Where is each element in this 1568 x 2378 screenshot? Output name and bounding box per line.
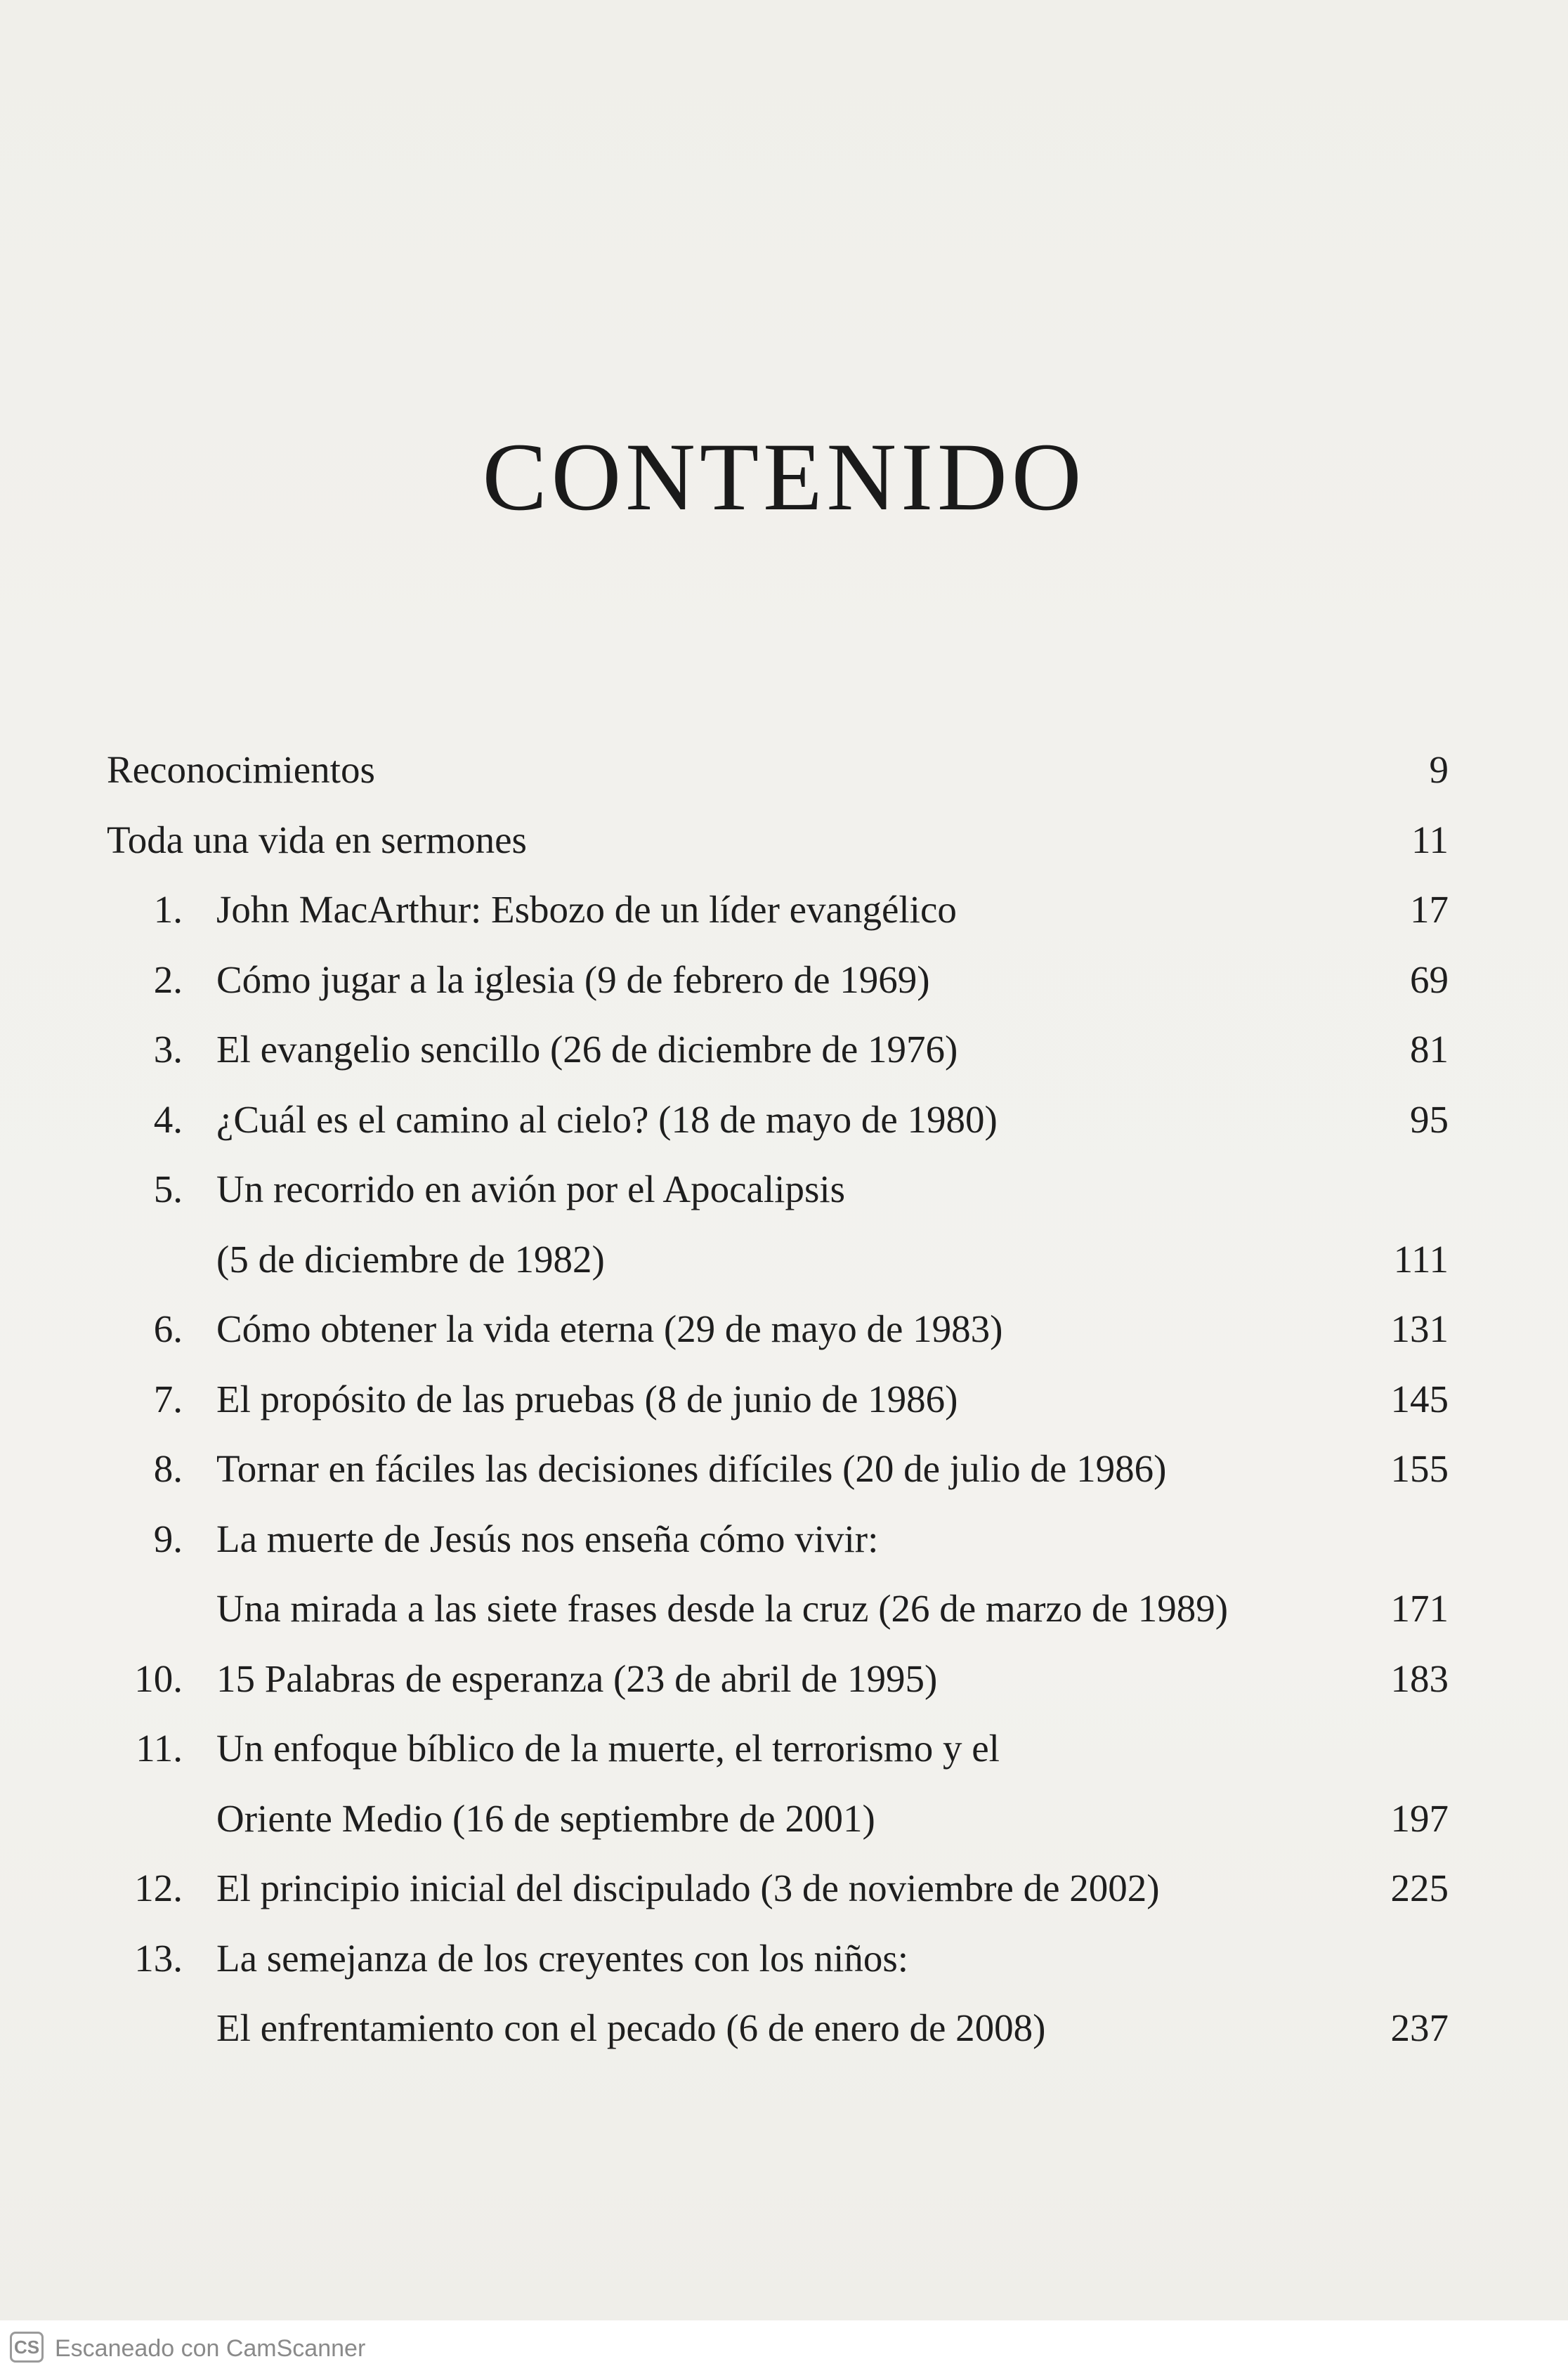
chapter-number: 11. xyxy=(136,1727,183,1770)
toc-line xyxy=(0,812,1568,868)
toc-line xyxy=(0,1791,1568,1847)
page-number: 9 xyxy=(1429,748,1449,791)
toc-line xyxy=(0,1651,1568,1707)
chapter-number: 2. xyxy=(153,958,183,1001)
toc-line xyxy=(0,1441,1568,1497)
page-number: 155 xyxy=(1390,1447,1449,1490)
chapter-number: 6. xyxy=(153,1307,183,1350)
toc-line xyxy=(0,1161,1568,1217)
chapter-number: 3. xyxy=(153,1028,183,1071)
page-title: CONTENIDO xyxy=(482,423,1086,530)
page-number: 81 xyxy=(1410,1028,1449,1071)
entry-title: (5 de diciembre de 1982) xyxy=(216,1237,605,1281)
entry-title: Un recorrido en avión por el Apocalipsis xyxy=(216,1168,846,1210)
toc-line xyxy=(0,1021,1568,1078)
entry-title: El propósito de las pruebas (8 de junio de 1986) xyxy=(216,1377,958,1420)
toc-line xyxy=(0,1720,1568,1777)
toc-line xyxy=(0,1232,1568,1288)
page-number: 145 xyxy=(1390,1377,1449,1420)
page-number: 131 xyxy=(1390,1307,1449,1350)
toc-line xyxy=(0,1860,1568,1916)
entry-title: Cómo jugar a la iglesia (9 de febrero de 1969) xyxy=(216,958,930,1001)
entry-title: Toda una vida en sermones xyxy=(107,818,527,861)
entry-title: La muerte de Jesús nos enseña cómo vivir: xyxy=(216,1517,879,1560)
entry-title: El evangelio sencillo (26 de diciembre de 1976) xyxy=(216,1028,958,1071)
toc-line xyxy=(0,1931,1568,1987)
toc-line xyxy=(0,952,1568,1008)
page-number: 225 xyxy=(1390,1867,1449,1909)
chapter-number: 5. xyxy=(153,1168,183,1210)
chapter-number: 13. xyxy=(134,1936,183,1980)
chapter-number: 12. xyxy=(134,1867,183,1909)
toc-line xyxy=(0,882,1568,938)
toc-line xyxy=(0,1092,1568,1148)
page-number: 171 xyxy=(1390,1587,1449,1630)
toc-line xyxy=(0,1581,1568,1637)
entry-title: La semejanza de los creyentes con los niños: xyxy=(216,1936,909,1980)
toc-line xyxy=(0,1511,1568,1567)
entry-title: Cómo obtener la vida eterna (29 de mayo de 1983) xyxy=(216,1307,1003,1350)
footer-text: Escaneado con CamScanner xyxy=(55,2335,366,2362)
chapter-number: 9. xyxy=(153,1517,183,1560)
toc-line xyxy=(0,1371,1568,1428)
page-number: 69 xyxy=(1410,958,1449,1001)
entry-title: El enfrentamiento con el pecado (6 de enero de 2008) xyxy=(216,2006,1046,2049)
entry-title: Tornar en fáciles las decisiones difíciles (20 de julio de 1986) xyxy=(216,1447,1167,1490)
entry-title: Reconocimientos xyxy=(107,748,375,791)
page-number: 95 xyxy=(1410,1097,1449,1141)
entry-title: John MacArthur: Esbozo de un líder evangélico xyxy=(216,888,957,931)
entry-title: ¿Cuál es el camino al cielo? (18 de mayo de 1980) xyxy=(216,1097,998,1141)
entry-title: Una mirada a las siete frases desde la cruz (26 de marzo de 1989) xyxy=(216,1587,1229,1630)
chapter-number: 8. xyxy=(153,1447,183,1490)
scanner-footer xyxy=(0,2320,1568,2378)
entry-title: 15 Palabras de esperanza (23 de abril de 1995) xyxy=(216,1657,938,1700)
toc-line xyxy=(0,1301,1568,1357)
toc-line xyxy=(0,2000,1568,2056)
entry-title: El principio inicial del discipulado (3 de noviembre de 2002) xyxy=(216,1867,1160,1909)
toc-line xyxy=(0,742,1568,798)
page-number: 197 xyxy=(1390,1796,1449,1840)
page-number: 237 xyxy=(1390,2006,1449,2049)
page-number: 11 xyxy=(1411,818,1449,861)
chapter-number: 1. xyxy=(153,888,183,931)
page-number: 111 xyxy=(1393,1237,1449,1281)
camscanner-logo-icon: CS xyxy=(10,2332,44,2363)
chapter-number: 10. xyxy=(134,1657,183,1700)
page-number: 183 xyxy=(1390,1657,1449,1700)
chapter-number: 7. xyxy=(153,1377,183,1420)
page-number: 17 xyxy=(1410,888,1449,931)
chapter-number: 4. xyxy=(153,1097,183,1141)
entry-title: Un enfoque bíblico de la muerte, el terrorismo y el xyxy=(216,1727,1000,1770)
entry-title: Oriente Medio (16 de septiembre de 2001) xyxy=(216,1796,875,1840)
